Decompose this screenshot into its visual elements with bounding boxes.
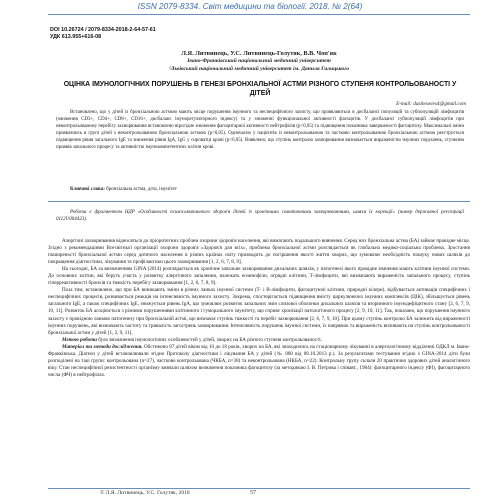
paragraph-aim: Метою роботи було визначення імунологічних особливостей у дітей, хворих на БА різного ступеня контрольованості. <box>62 336 322 343</box>
paragraph-1: Алергічні захворювання відносяться до пріоритетних проблем охорони здоров'я населення, які вимагають подальшого вивчення. Серед них бронхіальна астма (БА) займає провідне місце. Згідно з рекомендаціями Всесвітньої організації охорони здоров'я «Здоров'я для всіх», проблема бронхіальної астми розглядається як глобальна медико-соціальна проблема. Зростання поширеності бронхіальної астми серед дитячого населення в різних країнах світу призводить до погіршення якості життя хворих, що зумовлює необхідність пошуку нових шляхів до покращення діагностики, лікування та профілактики цього захворювання [1, 2, 6, 7, 8, 9]. <box>48 238 470 266</box>
affiliation-1: Івано-Франківський національний медичний університет <box>187 58 331 64</box>
abstract: Встановлено, що у дітей із бронхіальною астмою мають місце порушення імунного та неспецифічного захисту, що проявляються в дисбалансі популяцій та субпопуляцій лімфоцитів (зниження CD3+, CD4+, CD8+, CD16+, дисбаланс імунорегуляторного індексу) та у зниженні функціональної активності фагоцитів. У дисбалансі субпопуляцій лімфоцитів при неконтрольованому перебігу захворювання встановлено вірогідне зниження фагоцитарної активності нейтрофілів (р<0,05) та підвищення показника завершеності фагоцитозу. Максимальні зміни проявлялись в групі дітей з неконтрольованою бронхіальною астмою (р<0,05). Одночасно у пацієнтів із неконтрольованою та частково контрольованою бронхіальною астмою реєструється підвищення рівня загального IgE та зниження рівня IgA, IgG у сироватці крові (р<0,05). Виявлено, що ступінь контролю захворювання визначається вираженістю імунних порушень, ступенем проявів запального процесу та активністю імунокомпетентних клітин крові. <box>56 110 464 150</box>
keywords-text: бронхіальна астма, діти, імунітет <box>106 187 177 192</box>
author-list: Л.Я. Литвинець, У.С. Литвинець-Голутяк, В.В. Чоп'як <box>181 50 337 57</box>
footer-divider <box>48 488 470 489</box>
page-number: 57 <box>250 490 256 496</box>
keywords-label: Ключові слова: <box>70 187 105 192</box>
paragraph-methods-label: Матеріал та методи дослідження. <box>62 343 143 350</box>
keywords <box>70 187 177 192</box>
article-title: ОЦІНКА ІМУНОЛОГІЧНИХ ПОРУШЕНЬ В ГЕНЕЗІ БРОНХІАЛЬНОЇ АСТМИ РІЗНОГО СТУПЕНЯ КОНТРОЛЬОВАНОСТІ У ДІТЕЙ <box>63 81 457 97</box>
section-divider <box>48 201 470 202</box>
paragraph-methods: Матеріал та методи дослідження. Обстежено 87 дітей віком від 10 до 18 років, хворих на БА, які знаходились на стаціонарному лікуванні в алергологічному відділенні ОДКЛ м. Івано-Франківська. Діагноз у дітей встановлювали згідно Протоколу діагностики і лікування БА у дітей (№ 868 від 08.10.2013 р.). За результатами тестування згідно з GINA-2014 діти були розподілені на такі групи: контрольована (n=27), частково контрольована (ЧКБА, n=38) та неконтрольована (НКБА, n=22). Контрольну групу склали 20 практично здорових дітей аналогічного віку. Стан неспецифічної резистентності організму вивчали шляхом визначення показника фагоцитозу (за методикою І. В. Петрова і співавт., 1984): фагоцитарного індексу (ФІ), фагоцитарного числа (ФЧ) в нейтрофілах. <box>48 343 470 378</box>
affiliation-2: ¹Львівський національний медичний університет ім. Данила Галицького <box>168 66 350 72</box>
contact-email[interactable]: E-mail: dastleswies4@gmail.com <box>396 101 466 107</box>
funding-note: Робота є фрагментом НДР «Особливості психосоматичного здоров'я дітей із хронічними соматичними захворюваннями, шляхи їх корекції» (номер державної реєстрації 0112U004423). <box>56 210 464 222</box>
article-body <box>48 238 470 379</box>
identifier-block <box>50 27 156 41</box>
paragraph-3: Поза тим, встановлено, що при БА виникають зміни в різних ланках імунної системи (Т- і В-лімфоцити, фагоцитуючі клітини, природні кілери), відбувається активація специфічних і неспецифічних процесів, розвивається реакція на інтенсивність імунного захисту. Зокрема, спостерігається підвищення вмісту циркулюючих імунних комплексів (ЦІК), збільшується рівень загального IgE, а також специфічних IgE, знижується рівень IgA, що зумовлює розвиток запальних змін слизової оболонки дихальних шляхів та вторинного імунодефіцитного стану [2, 6, 7, 9, 10, 11]. Розвиток БА асоціюється з різними порушеннями клітинного і гуморального імунітету, що сприяє хронізації патологічного процесу [2, 9, 10, 11]. Так, показано, що порушення імунного захисту є провідною ланкою патогенезу при бронхіальній астмі, що визначає ступінь тяжкості та перебіг захворювання [2, 6, 7, 9, 10]. При цьому ступінь контролю БА залежить від вираженості імунних порушень, які визначають частоту та тривалість загострень захворювання. Інтенсивність порушень імунної системи, їх напрямок та вираженість впливають на ступінь контрольованості бронхіальної астми у дітей [1, 2, 9, 11]. <box>48 287 470 336</box>
udc-line: УДК 613.955+616-08 <box>50 34 102 41</box>
journal-header: ISSN 2079-8334. Світ медицини та біології. 2018. № 2(64) <box>137 2 363 11</box>
paragraph-2: На сьогодні, БА за визначенням GINA (2014) розглядається як хронічне запальне захворювання дихальних шляхів, у патогенезі якого провідне значення мають клітини імунної системи. До основних клітин, які беруть участь у розвитку алергічного запалення, належать еозинофіли, огрядні клітини, Т-лімфоцити, які визначають вираженість запального процесу, ступінь гіперреактивності бронхів та тяжкість перебігу захворювання [1, 2, 6, 7, 8, 9]. <box>48 266 470 287</box>
footer-copyright: © Л.Я. Литвинець, У.С. Голутяк, 2018 <box>100 490 190 496</box>
header-divider <box>48 14 470 15</box>
paragraph-aim-label: Метою роботи <box>62 336 97 343</box>
doi-line: DOI 10.26724 / 2079-8334-2018-2-64-57-61 <box>50 27 156 33</box>
